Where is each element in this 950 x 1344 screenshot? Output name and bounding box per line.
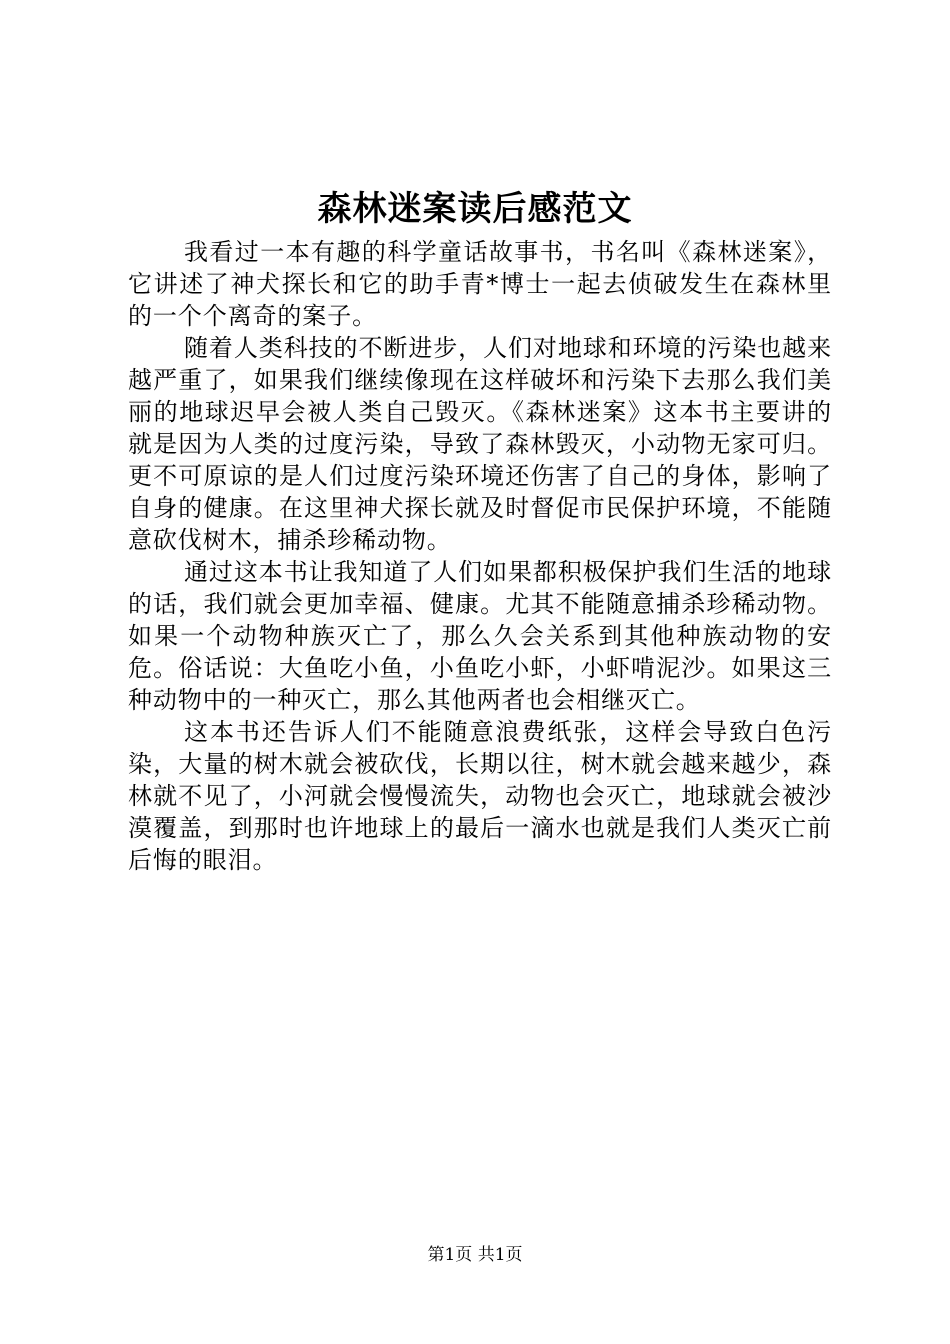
paragraph-3: 通过这本书让我知道了人们如果都积极保护我们生活的地球的话，我们就会更加幸福、健康。尤其不能随意捕杀珍稀动物。如果一个动物种族灭亡了，那么久会关系到其他种族动物的安危。俗话说：大鱼吃小鱼，小鱼吃小虾，小虾啃泥沙。如果这三种动物中的一种灭亡，那么其他两者也会相继灭亡。	[128, 558, 832, 714]
document-title: 森林迷案读后感范文	[317, 189, 633, 229]
paragraph-2: 随着人类科技的不断进步，人们对地球和环境的污染也越来越严重了，如果我们继续像现在这样破坏和污染下去那么我们美丽的地球迟早会被人类自己毁灭。《森林迷案》这本书主要讲的就是因为人类的过度污染，导致了森林毁灭，小动物无家可归。更不可原谅的是人们过度污染环境还伤害了自己的身体，影响了自身的健康。在这里神犬探长就及时督促市民保护环境，不能随意砍伐树木，捕杀珍稀动物。	[128, 334, 832, 554]
paragraph-4: 这本书还告诉人们不能随意浪费纸张，这样会导致白色污染，大量的树木就会被砍伐，长期以往，树木就会越来越少，森林就不见了，小河就会慢慢流失，动物也会灭亡，地球就会被沙漠覆盖，到那时也许地球上的最后一滴水也就是我们人类灭亡前后悔的眼泪。	[128, 718, 832, 874]
paragraph-1: 我看过一本有趣的科学童话故事书，书名叫《森林迷案》，它讲述了神犬探长和它的助手青*博士一起去侦破发生在森林里的一个个离奇的案子。	[128, 238, 832, 330]
document-body	[128, 236, 832, 876]
page-number-footer: 第1页 共1页	[427, 1245, 523, 1265]
